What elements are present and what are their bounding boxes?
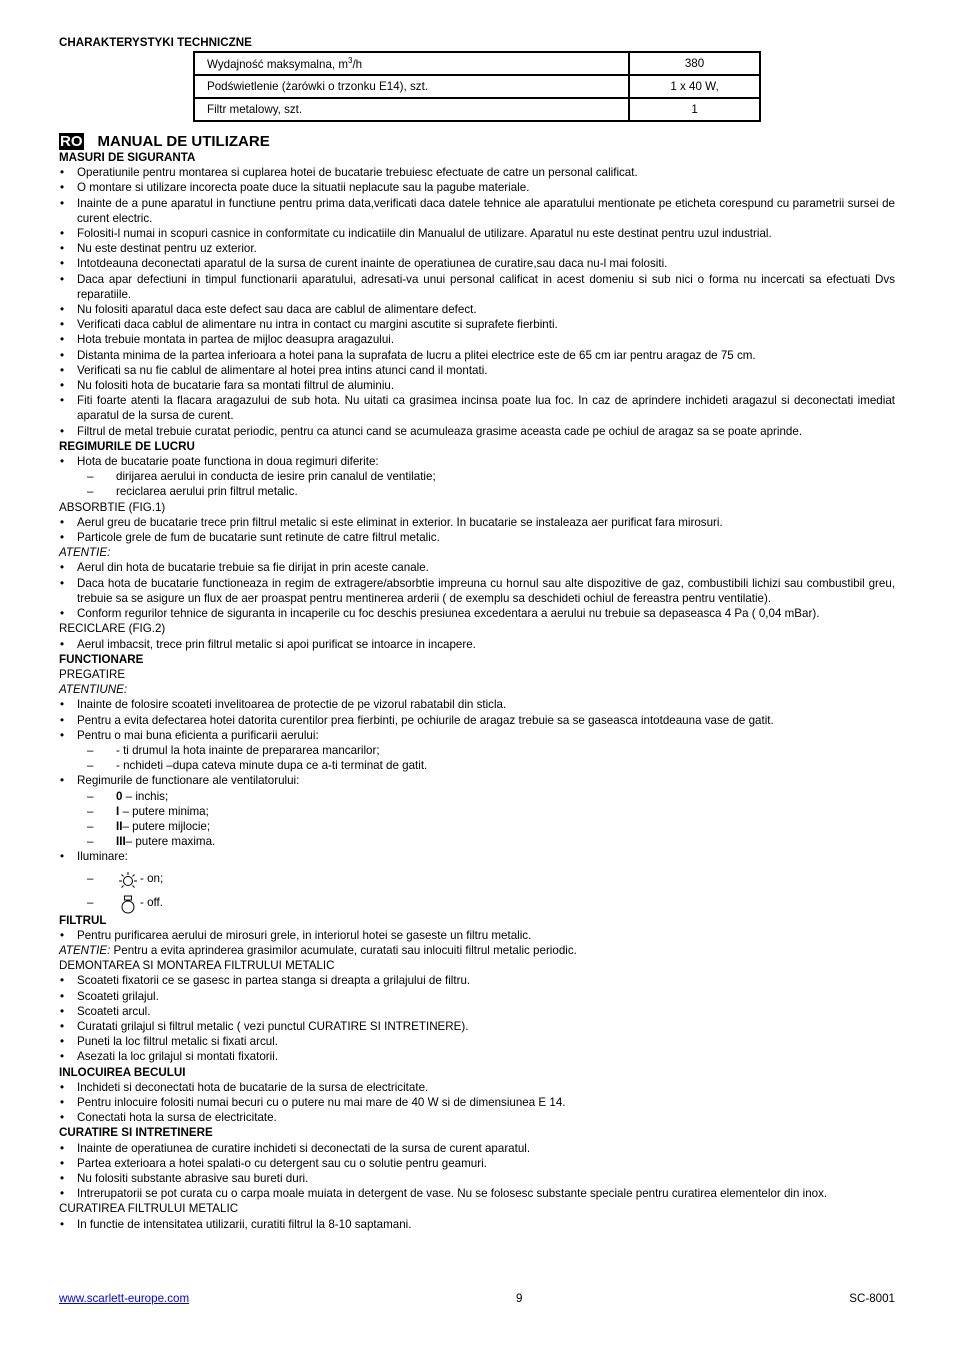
document-page — [59, 36, 895, 1232]
safety-heading: MASURI DE SIGURANTA — [59, 151, 196, 164]
list-item: • Verificati daca cablul de alimentare nu intra in contact cu margini ascutite si suprafete fierbinti. — [59, 317, 895, 332]
recirc-list — [59, 637, 895, 652]
absorb-heading: ABSORBTIE (FIG.1) — [59, 500, 166, 514]
list-item — [59, 789, 895, 804]
list-item: • Particole grele de fum de bucatarie sunt retinute de catre filtrul metalic. — [59, 530, 895, 545]
table-row — [194, 75, 760, 98]
list-item: • Pentru a evita defectarea hotei datorita curentilor prea fierbinti, pe ochiurile de aragaz trebuie sa se gaseasca intotdeauna vase de gatit. — [59, 713, 895, 728]
speed-list — [59, 789, 895, 850]
spec-value: 380 — [629, 52, 760, 75]
safety-list — [59, 165, 895, 439]
list-item: • Hota de bucatarie poate functiona in doua regimuri diferite: — [59, 454, 895, 469]
light-off-label: - off. — [140, 895, 163, 909]
spec-value: 1 x 40 W, — [629, 75, 760, 98]
spec-label: Podświetlenie (żarówki o trzonku E14), szt. — [194, 75, 629, 98]
list-item — [59, 819, 895, 834]
operation-heading: FUNCTIONARE — [59, 652, 144, 666]
spec-label: Wydajność maksymalna, $m^3/h$ — [194, 52, 629, 75]
list-item: • Operatiunile pentru montarea si cuplarea hotei de bucatarie trebuiesc efectuate de catre un personal calificat. — [59, 165, 895, 180]
list-item: • Scoateti grilajul. — [59, 989, 895, 1004]
list-item: • Asezati la loc grilajul si montati fixatorii. — [59, 1049, 895, 1064]
list-item: • Intrerupatorii se pot curata cu o carpa moale muiata in detergent de vase. Nu se folosesc substante speciale pentru curatirea elementelor din inox. — [59, 1186, 895, 1201]
modes-heading: REGIMURILE DE LUCRU — [59, 439, 195, 453]
spec-heading: CHARAKTERYSTYKI TECHNICZNE — [59, 36, 252, 49]
speed-text: – putere mijlocie; — [122, 819, 211, 833]
list-item: • Pentru o mai buna eficienta a purificarii aerului: — [59, 728, 895, 743]
spec-table — [193, 51, 761, 122]
list-item: • Nu folositi substante abrasive sau bureti duri. — [59, 1171, 895, 1186]
operation-list — [59, 697, 895, 743]
filter-list — [59, 928, 895, 943]
filter-note — [59, 943, 895, 958]
list-item: – - ti drumul la hota inainte de prepararea mancarilor; — [59, 743, 895, 758]
speed-code: II — [116, 819, 123, 833]
list-item — [59, 804, 895, 819]
speed-text: – putere maxima. — [125, 835, 216, 849]
light-on-label: - on; — [140, 871, 164, 885]
light-list — [59, 865, 895, 913]
list-item: • Regimurile de functionare ale ventilatorului: — [59, 773, 895, 788]
bulb-list — [59, 1080, 895, 1126]
list-item — [59, 865, 895, 889]
list-item: • Inainte de folosire scoateti invelitoarea de protectie de pe vizorul rabatabil din sticla. — [59, 697, 895, 712]
list-item: • Distanta minima de la partea inferioara a hotei pana la suprafata de lucru a plitei electrice este de 65 cm iar pentru aragaz de 75 cm. — [59, 348, 895, 363]
speed-code: 0 — [116, 789, 123, 803]
list-item: • Partea exterioara a hotei spalati-o cu detergent sau cu o solutie pentru geamuri. — [59, 1156, 895, 1171]
recirc-heading: RECICLARE (FIG.2) — [59, 622, 166, 636]
list-item: • Nu folositi aparatul daca este defect sau daca are cablul de alimentare defect. — [59, 302, 895, 317]
list-item: • Pentru inlocuire folositi numai becuri cu o putere nu mai mare de 40 W si de dimensiunea E 14. — [59, 1095, 895, 1110]
attention-label: ATENTIUNE: — [59, 683, 128, 697]
spec-label: Filtr metalowy, szt. — [194, 98, 629, 121]
list-item: • Folositi-l numai in scopuri casnice in conformitate cu indicatiile din Manualul de utilizare. Aparatul nu este destinat pentru uzul industrial. — [59, 226, 895, 241]
manual-title: MANUAL DE UTILIZARE — [97, 133, 270, 150]
speed-code: I — [116, 804, 120, 818]
list-item: • Aerul imbacsit, trece prin filtrul metalic si apoi purificat se intoarce in incapere. — [59, 637, 895, 652]
filter-cleaning-list — [59, 1217, 895, 1232]
filter-note-text: Pentru a evita aprinderea grasimilor acumulate, curatati sau inlocuiti filtrul metalic periodic. — [110, 943, 577, 957]
list-item: • Verificati sa nu fie cablul de alimentare al hotei prea intins atunci cand il montati. — [59, 363, 895, 378]
list-item: • Scoateti arcul. — [59, 1004, 895, 1019]
speed-text: – inchis; — [122, 789, 169, 803]
model-number: SC-8001 — [849, 1292, 895, 1305]
cleaning-list — [59, 1141, 895, 1202]
list-item: • Hota trebuie montata in partea de mijloc deasupra aragazului. — [59, 332, 895, 347]
list-item: • O montare si utilizare incorecta poate duce la situatii neplacute sau la pagube materiale. — [59, 180, 895, 195]
list-item: – - nchideti –dupa cateva minute dupa ce a-ti terminat de gatit. — [59, 758, 895, 773]
operation-sublist — [59, 743, 895, 773]
speed-text: – putere minima; — [119, 804, 209, 818]
dismount-list — [59, 973, 895, 1064]
attention-label: ATENTIE: — [59, 546, 111, 560]
list-item — [59, 889, 895, 913]
list-item: • Aerul din hota de bucatarie trebuie sa fie dirijat in prin aceste canale. — [59, 560, 895, 575]
table-row — [194, 52, 760, 75]
list-item: • Inainte de a pune aparatul in functiune pentru prima data,verificati daca datele tehnice ale aparatului mentionate pe eticheta corespund cu parametrii sursei de curent electric. — [59, 196, 895, 226]
speed-code: III — [116, 835, 126, 849]
list-item: • In functie de intensitatea utilizarii, curatiti filtrul la 8-10 saptamani. — [59, 1217, 895, 1232]
list-item: • Curatati grilajul si filtrul metalic ( vezi punctul CURATIRE SI INTRETINERE). — [59, 1019, 895, 1034]
cleaning-heading: CURATIRE SI INTRETINERE — [59, 1126, 213, 1140]
list-item: • Filtrul de metal trebuie curatat periodic, pentru ca atunci cand se acumuleaza grasime aceasta cade pe ochiul de aragaz sa se poate aprinde. — [59, 424, 895, 439]
list-item: • Daca hota de bucatarie functioneaza in regim de extragere/absorbtie impreuna cu hornul sau alte dispozitive de gaz, combustibili lichizi sau combustibil greu, trebuie sa se asigure un flux de aer proaspat pentru mentinerea arderii ( de exemplu sa deschideti ochiul de fereastra pentru ventilatie). — [59, 576, 895, 606]
prep-heading: PREGATIRE — [59, 667, 126, 681]
bulb-heading: INLOCUIREA BECULUI — [59, 1065, 186, 1079]
filter-cleaning-heading: CURATIREA FILTRULUI METALIC — [59, 1202, 239, 1216]
list-item: • Conectati hota la sursa de electricitate. — [59, 1110, 895, 1125]
modes-sublist — [59, 469, 895, 499]
page-number: 9 — [515, 1292, 523, 1305]
list-item: • Inainte de operatiunea de curatire inchideti si deconectati de la sursa de curent aparatul. — [59, 1141, 895, 1156]
page-footer — [59, 1292, 895, 1305]
list-item: • Pentru purificarea aerului de mirosuri grele, in interiorul hotei se gaseste un filtru metalic. — [59, 928, 895, 943]
absorb-list — [59, 515, 895, 545]
list-item: – reciclarea aerului prin filtrul metalic. — [59, 484, 895, 499]
bulb-off-icon — [116, 895, 140, 917]
list-item: • Inchideti si deconectati hota de bucatarie de la sursa de electricitate. — [59, 1080, 895, 1095]
language-badge: RO — [60, 133, 83, 150]
table-row — [194, 98, 760, 121]
operation-list — [59, 773, 895, 788]
website-link[interactable]: www.scarlett-europe.com — [59, 1292, 190, 1305]
list-item: • Iluminare: — [59, 849, 895, 864]
list-item: • Scoateti fixatorii ce se gasesc in partea stanga si dreapta a grilajului de filtru. — [59, 973, 895, 988]
list-item: • Conform regurilor tehnice de siguranta in incaperile cu foc deschis presiunea excedentara a aerului nu trebuie sa depaseasca 4 Pa ( 0,04 mBar). — [59, 606, 895, 621]
list-item: • Daca apar defectiuni in timpul functionarii aparatului, adresati-va unui personal calificat in acest domeniu si sub nici o forma nu incercati sa efectuati Dvs reparatiile. — [59, 272, 895, 302]
attention-label: ATENTIE: — [59, 943, 111, 957]
modes-list — [59, 454, 895, 469]
list-item: • Nu este destinat pentru uz exterior. — [59, 241, 895, 256]
list-item — [59, 834, 895, 849]
operation-list — [59, 849, 895, 864]
manual-title-row — [59, 133, 895, 150]
filter-heading: FILTRUL — [59, 913, 107, 927]
list-item: – dirijarea aerului in conducta de iesire prin canalul de ventilatie; — [59, 469, 895, 484]
dismount-heading: DEMONTAREA SI MONTAREA FILTRULUI METALIC — [59, 959, 335, 973]
list-item: • Intotdeauna deconectati aparatul de la sursa de curent inainte de operatiunea de curatire,sau daca nu-l mai folositi. — [59, 256, 895, 271]
list-item: • Puneti la loc filtrul metalic si fixati arcul. — [59, 1034, 895, 1049]
list-item: • Fiti foarte atenti la flacara aragazului de sub hota. Nu uitati ca grasimea incinsa poate lua foc. In caz de aprindere inchideti aragazul si deconectati imediat aparatul de la sursa de curent. — [59, 393, 895, 423]
attention-list — [59, 560, 895, 621]
spec-value: 1 — [629, 98, 760, 121]
list-item: • Nu folositi hota de bucatarie fara sa montati filtrul de aluminiu. — [59, 378, 895, 393]
list-item: • Aerul greu de bucatarie trece prin filtrul metalic si este eliminat in exterior. In bucatarie se instaleaza aer purificat fara mirosuri. — [59, 515, 895, 530]
